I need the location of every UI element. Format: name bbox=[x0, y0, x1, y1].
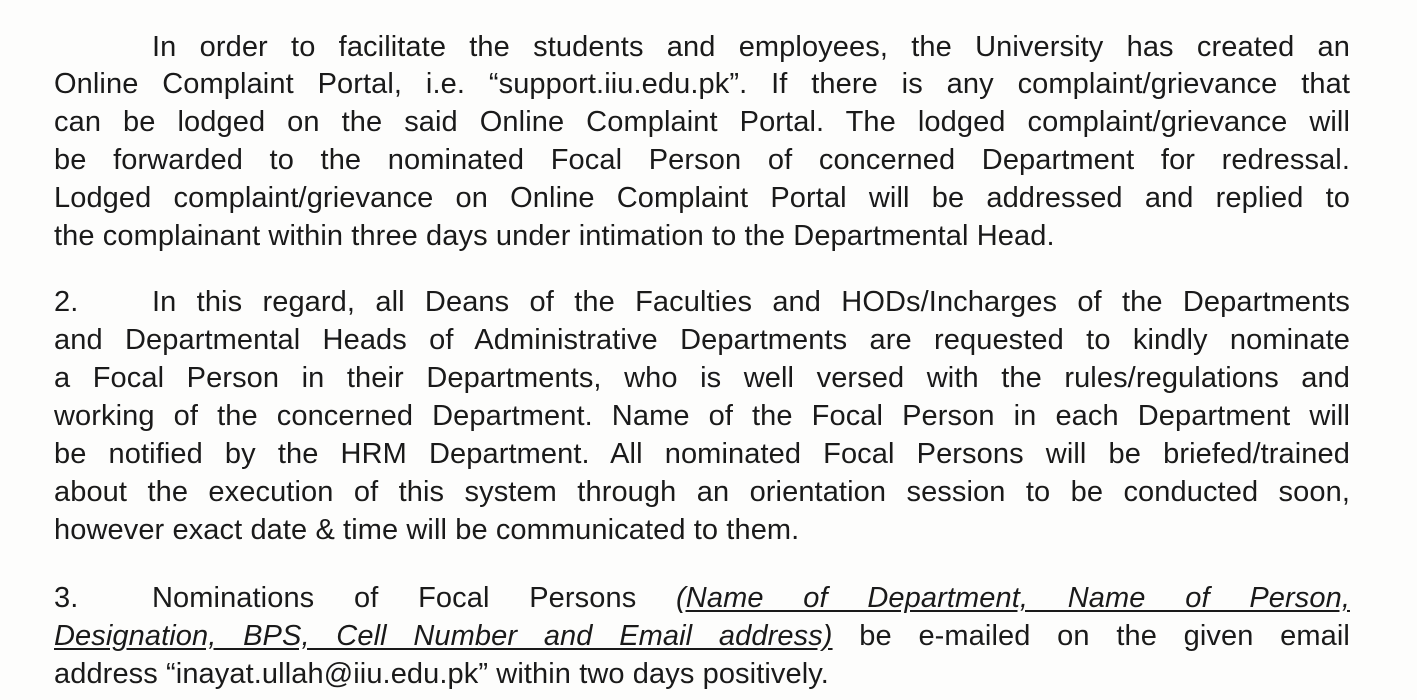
paragraph-1-line-5: Lodged complaint/grievance on Online Complaint Portal will be addressed and replied to bbox=[54, 182, 1350, 214]
paragraph-3-line-2-text: be e-mailed on the given email bbox=[859, 620, 1350, 652]
paragraph-1-line-4: be forwarded to the nominated Focal Person of concerned Department for redressal. bbox=[54, 144, 1350, 176]
paragraph-3-line-2 bbox=[54, 618, 1350, 654]
paragraph-2-line-2: and Departmental Heads of Administrative Departments are requested to kindly nominate bbox=[54, 324, 1350, 356]
paragraph-2-number: 2. bbox=[54, 286, 79, 318]
paragraph-1-line-3: can be lodged on the said Online Complaint Portal. The lodged complaint/grievance will bbox=[54, 106, 1350, 138]
paragraph-3-line-3: address “inayat.ullah@iiu.edu.pk” within two days positively. bbox=[54, 658, 829, 690]
paragraph-2-line-7: however exact date & time will be communicated to them. bbox=[54, 514, 800, 546]
paragraph-1-line-2: Online Complaint Portal, i.e. “support.iiu.edu.pk”. If there is any complaint/grievance that bbox=[54, 68, 1350, 100]
paragraph-3-line-1-text: Nominations of Focal Persons bbox=[152, 582, 637, 614]
paragraph-3-fields-emphasis-start: (Name of Department, Name of Person, bbox=[676, 582, 1350, 614]
paragraph-2-line-6: about the execution of this system through an orientation session to be conducted soon, bbox=[54, 476, 1350, 508]
paragraph-3-line-1 bbox=[152, 580, 1350, 616]
paragraph-2-line-1: In this regard, all Deans of the Faculties and HODs/Incharges of the Departments bbox=[152, 286, 1350, 318]
paragraph-2-line-3: a Focal Person in their Departments, who is well versed with the rules/regulations and bbox=[54, 362, 1350, 394]
paragraph-2-line-4: working of the concerned Department. Name of the Focal Person in each Department will bbox=[54, 400, 1350, 432]
paragraph-3-fields-emphasis-end: Designation, BPS, Cell Number and Email address) bbox=[54, 620, 833, 652]
paragraph-3-number: 3. bbox=[54, 582, 79, 614]
paragraph-2-line-5: be notified by the HRM Department. All nominated Focal Persons will be briefed/trained bbox=[54, 438, 1350, 470]
paragraph-1-line-6: the complainant within three days under intimation to the Departmental Head. bbox=[54, 220, 1055, 252]
paragraph-1-line-1: In order to facilitate the students and employees, the University has created an bbox=[152, 31, 1350, 63]
